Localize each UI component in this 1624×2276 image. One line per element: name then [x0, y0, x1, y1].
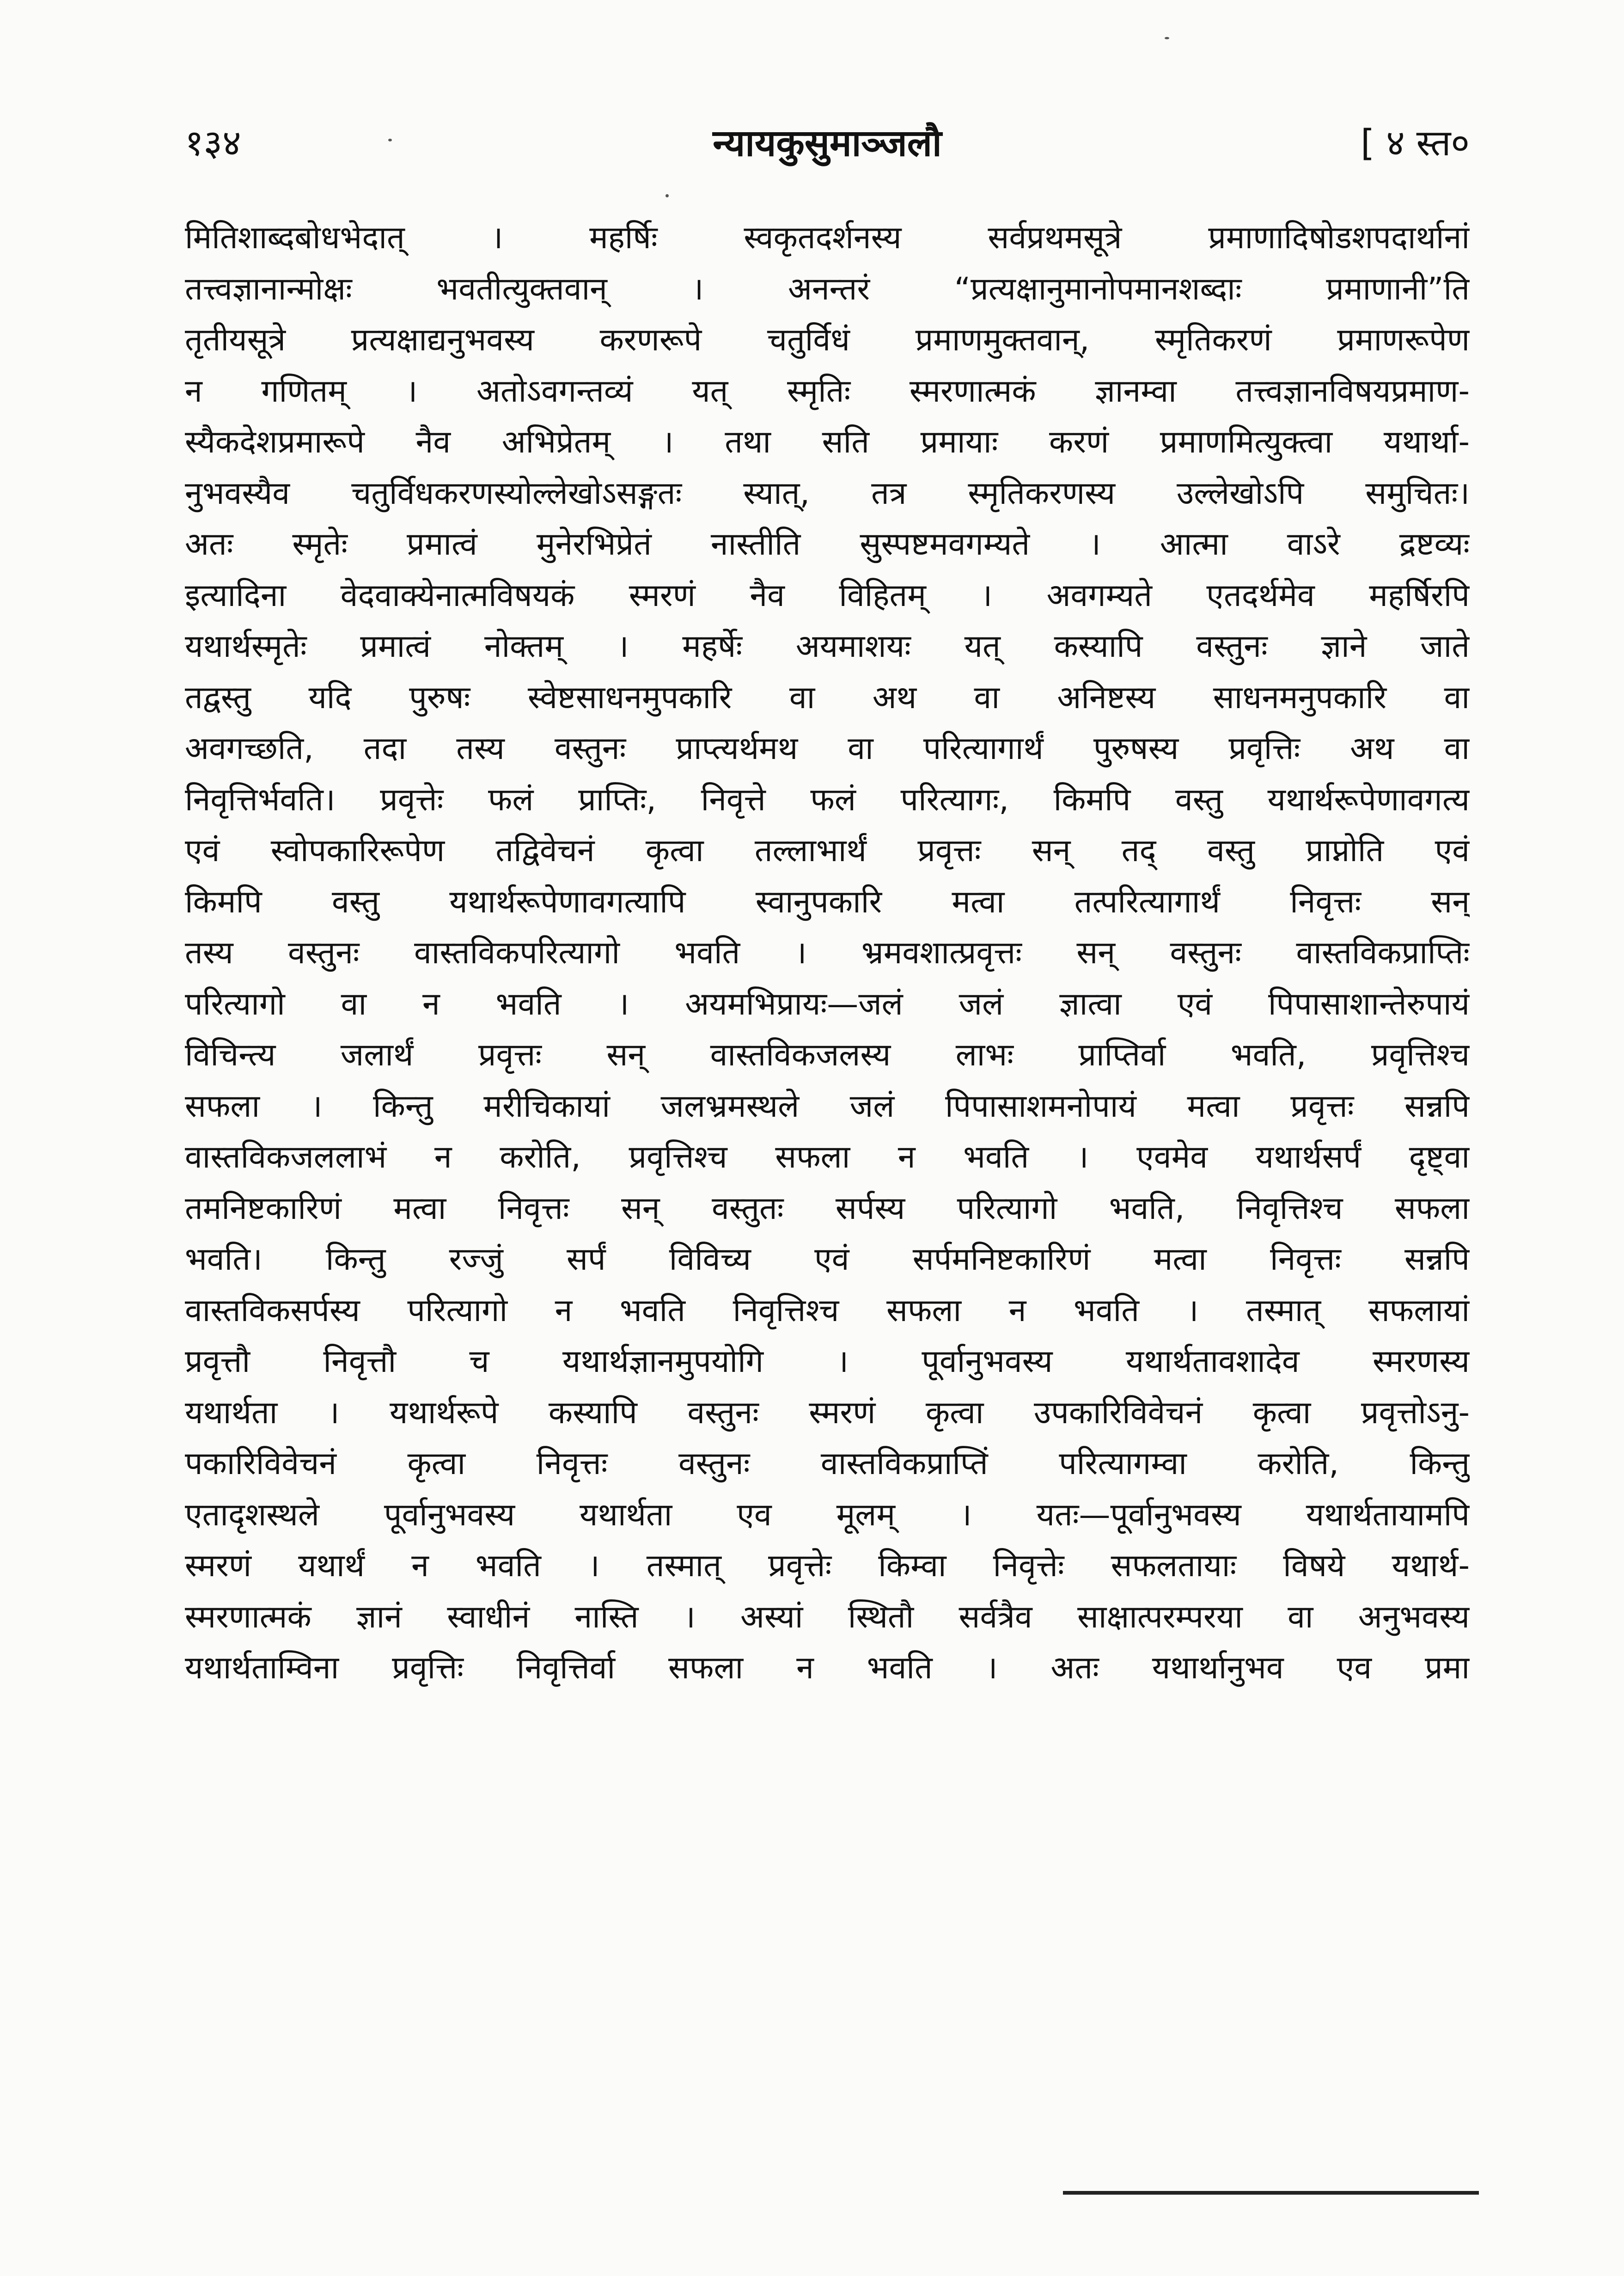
text-line: एवं स्वोपकारिरूपेण तद्विवेचनं कृत्वा तल्लाभार्थं प्रवृत्तः सन् तद् वस्तु प्राप्नोति एवं — [185, 832, 1470, 869]
footer-rule — [1063, 2191, 1479, 2195]
text-line: यथार्थस्मृतेः प्रमात्वं नोक्तम् । महर्षेः अयमाशयः यत् कस्यापि वस्तुनः ज्ञाने जाते — [185, 628, 1470, 665]
text-line: सफला । किन्तु मरीचिकायां जलभ्रमस्थले जलं पिपासाशमनोपायं मत्वा प्रवृत्तः सन्नपि — [185, 1088, 1470, 1125]
text-line: न गणितम् । अतोऽवगन्तव्यं यत् स्मृतिः स्मरणात्मकं ज्ञानम्वा तत्त्वज्ञानविषयप्रमाण- — [185, 373, 1470, 410]
body-text — [185, 213, 1470, 1694]
text-line: इत्यादिना वेदवाक्येनात्मविषयकं स्मरणं नैव विहितम् । अवगम्यते एतदर्थमेव महर्षिरपि — [185, 577, 1470, 614]
text-line: तृतीयसूत्रे प्रत्यक्षाद्यनुभवस्य करणरूपे चतुर्विधं प्रमाणमुक्तवान्, स्मृतिकरणं प्रमाणरूपेण — [185, 322, 1470, 358]
text-line: एतादृशस्थले पूर्वानुभवस्य यथार्थता एव मूलम् । यतः—पूर्वानुभवस्य यथार्थतायामपि — [185, 1496, 1470, 1533]
text-line: तत्त्वज्ञानान्मोक्षः भवतीत्युक्तवान् । अनन्तरं “प्रत्यक्षानुमानोपमानशब्दाः प्रमाणानी”ति — [185, 270, 1470, 307]
scan-speck — [388, 139, 392, 141]
running-title: न्यायकुसुमाञ्जलौ — [713, 122, 942, 165]
text-line: अवगच्छति, तदा तस्य वस्तुनः प्राप्त्यर्थमथ वा परित्यागार्थं पुरुषस्य प्रवृत्तिः अथ वा — [185, 730, 1470, 767]
text-line: पकारिविवेचनं कृत्वा निवृत्तः वस्तुनः वास्तविकप्राप्तिं परित्यागम्वा करोति, किन्तु — [185, 1445, 1470, 1482]
text-line: मितिशाब्दबोधभेदात् । महर्षिः स्वकृतदर्शनस्य सर्वप्रथमसूत्रे प्रमाणादिषोडशपदार्थानां — [185, 220, 1470, 256]
text-line: वास्तविकसर्पस्य परित्यागो न भवति निवृत्तिश्च सफला न भवति । तस्मात् सफलायां — [185, 1292, 1470, 1329]
text-line: स्मरणात्मकं ज्ञानं स्वाधीनं नास्ति । अस्यां स्थितौ सर्वत्रैव साक्षात्परम्परया वा अनुभवस्य — [185, 1598, 1470, 1635]
text-line: यथार्थता । यथार्थरूपे कस्यापि वस्तुनः स्मरणं कृत्वा उपकारिविवेचनं कृत्वा प्रवृत्तोऽनु- — [185, 1394, 1470, 1431]
text-line: तस्य वस्तुनः वास्तविकपरित्यागो भवति । भ्रमवशात्प्रवृत्तः सन् वस्तुनः वास्तविकप्राप्तिः — [185, 935, 1470, 971]
scan-speck — [1165, 37, 1169, 39]
text-line: भवति। किन्तु रज्जुं सर्पं विविच्य एवं सर्पमनिष्टकारिणं मत्वा निवृत्तः सन्नपि — [185, 1241, 1470, 1278]
text-line: निवृत्तिर्भवति। प्रवृत्तेः फलं प्राप्तिः, निवृत्ते फलं परित्यागः, किमपि वस्तु यथार्थरूपेणावगत्य — [185, 781, 1470, 818]
scan-speck — [665, 194, 669, 197]
text-line: स्मरणं यथार्थं न भवति । तस्मात् प्रवृत्तेः किम्वा निवृत्तेः सफलतायाः विषये यथार्थ- — [185, 1548, 1470, 1584]
section-marker: [ ४ स्त० — [1361, 122, 1470, 164]
text-line: प्रवृत्तौ निवृत्तौ च यथार्थज्ञानमुपयोगि । पूर्वानुभवस्य यथार्थतावशादेव स्मरणस्य — [185, 1343, 1470, 1380]
text-line: किमपि वस्तु यथार्थरूपेणावगत्यापि स्वानुपकारि मत्वा तत्परित्यागार्थं निवृत्तः सन् — [185, 883, 1470, 920]
text-line: नुभवस्यैव चतुर्विधकरणस्योल्लेखोऽसङ्गतः स्यात्, तत्र स्मृतिकरणस्य उल्लेखोऽपि समुचितः। — [185, 475, 1470, 512]
text-line: तद्वस्तु यदि पुरुषः स्वेष्टसाधनमुपकारि वा अथ वा अनिष्टस्य साधनमनुपकारि वा — [185, 679, 1470, 716]
text-line: अतः स्मृतेः प्रमात्वं मुनेरभिप्रेतं नास्तीति सुस्पष्टमवगम्यते । आत्मा वाऽरे द्रष्टव्यः — [185, 526, 1470, 563]
text-line: परित्यागो वा न भवति । अयमभिप्रायः—जलं जलं ज्ञात्वा एवं पिपासाशान्तेरुपायं — [185, 985, 1470, 1022]
text-line: यथार्थताम्विना प्रवृत्तिः निवृत्तिर्वा सफला न भवति । अतः यथार्थानुभव एव प्रमा — [185, 1650, 1470, 1686]
text-line: तमनिष्टकारिणं मत्वा निवृत्तः सन् वस्तुतः सर्पस्य परित्यागो भवति, निवृत्तिश्च सफला — [185, 1190, 1470, 1227]
page-header — [185, 116, 1470, 171]
text-line: स्यैकदेशप्रमारूपे नैव अभिप्रेतम् । तथा सति प्रमायाः करणं प्रमाणमित्युक्त्वा यथार्था- — [185, 424, 1470, 460]
page-number: १३४ — [185, 122, 241, 164]
text-line: वास्तविकजललाभं न करोति, प्रवृत्तिश्च सफला न भवति । एवमेव यथार्थसर्पं दृष्ट्वा — [185, 1139, 1470, 1175]
text-line: विचिन्त्य जलार्थं प्रवृत्तः सन् वास्तविकजलस्य लाभः प्राप्तिर्वा भवति, प्रवृत्तिश्च — [185, 1037, 1470, 1073]
